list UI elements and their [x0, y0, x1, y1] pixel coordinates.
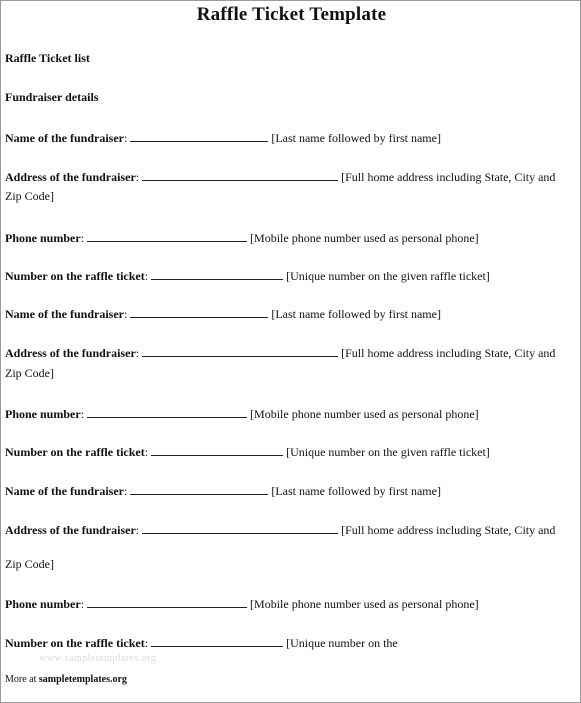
phone-blank[interactable] — [87, 405, 247, 418]
name-blank[interactable] — [130, 482, 268, 495]
address-blank[interactable] — [142, 168, 338, 181]
ticket-field-row: Number on the raffle ticket: [Unique number on the given raffle ticket] — [5, 445, 490, 459]
address-field-row: Address of the fundraiser: [Full home address including State, City and — [5, 170, 556, 184]
name-blank[interactable] — [130, 129, 268, 142]
address-hint-continued: Zip Code] — [5, 366, 54, 380]
phone-field-row: Phone number: [Mobile phone number used as personal phone] — [5, 597, 479, 611]
address-hint: [Full home address including State, City and — [341, 523, 556, 537]
ticket-blank[interactable] — [151, 267, 283, 280]
ticket-label: Number on the raffle ticket — [5, 269, 145, 283]
address-label: Address of the fundraiser — [5, 170, 136, 184]
name-label: Name of the fundraiser — [5, 484, 124, 498]
section-raffle-ticket-list: Raffle Ticket list — [5, 51, 90, 65]
ticket-field-row: Number on the raffle ticket: [Unique number on the given raffle ticket] — [5, 269, 490, 283]
address-hint-continued: Zip Code] — [5, 557, 54, 571]
ticket-hint: [Unique number on the given raffle ticket] — [286, 445, 490, 459]
phone-blank[interactable] — [87, 229, 247, 242]
name-field-row: Name of the fundraiser: [Last name followed by first name] — [5, 484, 441, 498]
ticket-blank[interactable] — [151, 443, 283, 456]
ticket-hint: [Unique number on the given raffle ticket] — [286, 269, 490, 283]
footer-site-link[interactable]: sampletemplates.org — [38, 674, 127, 685]
ticket-label: Number on the raffle ticket — [5, 445, 145, 459]
name-hint: [Last name followed by first name] — [271, 484, 441, 498]
address-label: Address of the fundraiser — [5, 523, 136, 537]
name-hint: [Last name followed by first name] — [271, 131, 441, 145]
name-field-row: Name of the fundraiser: [Last name followed by first name] — [5, 307, 441, 321]
name-hint: [Last name followed by first name] — [271, 307, 441, 321]
phone-label: Phone number — [5, 597, 81, 611]
phone-hint: [Mobile phone number used as personal phone] — [250, 231, 479, 245]
phone-label: Phone number — [5, 407, 81, 421]
address-hint-continued: Zip Code] — [5, 189, 54, 203]
address-hint: [Full home address including State, City and — [341, 346, 556, 360]
name-blank[interactable] — [130, 305, 268, 318]
footer — [5, 674, 127, 685]
section-fundraiser-details: Fundraiser details — [5, 90, 99, 104]
name-label: Name of the fundraiser — [5, 307, 124, 321]
phone-hint: [Mobile phone number used as personal phone] — [250, 407, 479, 421]
address-blank[interactable] — [142, 344, 338, 357]
phone-blank[interactable] — [87, 595, 247, 608]
address-field-row: Address of the fundraiser: [Full home address including State, City and — [5, 346, 556, 360]
address-hint: [Full home address including State, City and — [341, 170, 556, 184]
address-label: Address of the fundraiser — [5, 346, 136, 360]
phone-field-row: Phone number: [Mobile phone number used as personal phone] — [5, 231, 479, 245]
watermark: www.sampletemplates.org — [39, 653, 157, 664]
name-field-row: Name of the fundraiser: [Last name followed by first name] — [5, 131, 441, 145]
footer-prefix: More at — [5, 674, 37, 685]
phone-field-row: Phone number: [Mobile phone number used as personal phone] — [5, 407, 479, 421]
ticket-field-row: Number on the raffle ticket: [Unique number on the — [5, 636, 398, 650]
ticket-blank[interactable] — [151, 634, 283, 647]
ticket-hint-truncated: [Unique number on the — [286, 636, 398, 650]
address-field-row: Address of the fundraiser: [Full home address including State, City and — [5, 523, 556, 537]
phone-hint: [Mobile phone number used as personal phone] — [250, 597, 479, 611]
name-label: Name of the fundraiser — [5, 131, 124, 145]
ticket-label: Number on the raffle ticket — [5, 636, 145, 650]
page-title: Raffle Ticket Template — [196, 4, 387, 25]
phone-label: Phone number — [5, 231, 81, 245]
address-blank[interactable] — [142, 521, 338, 534]
